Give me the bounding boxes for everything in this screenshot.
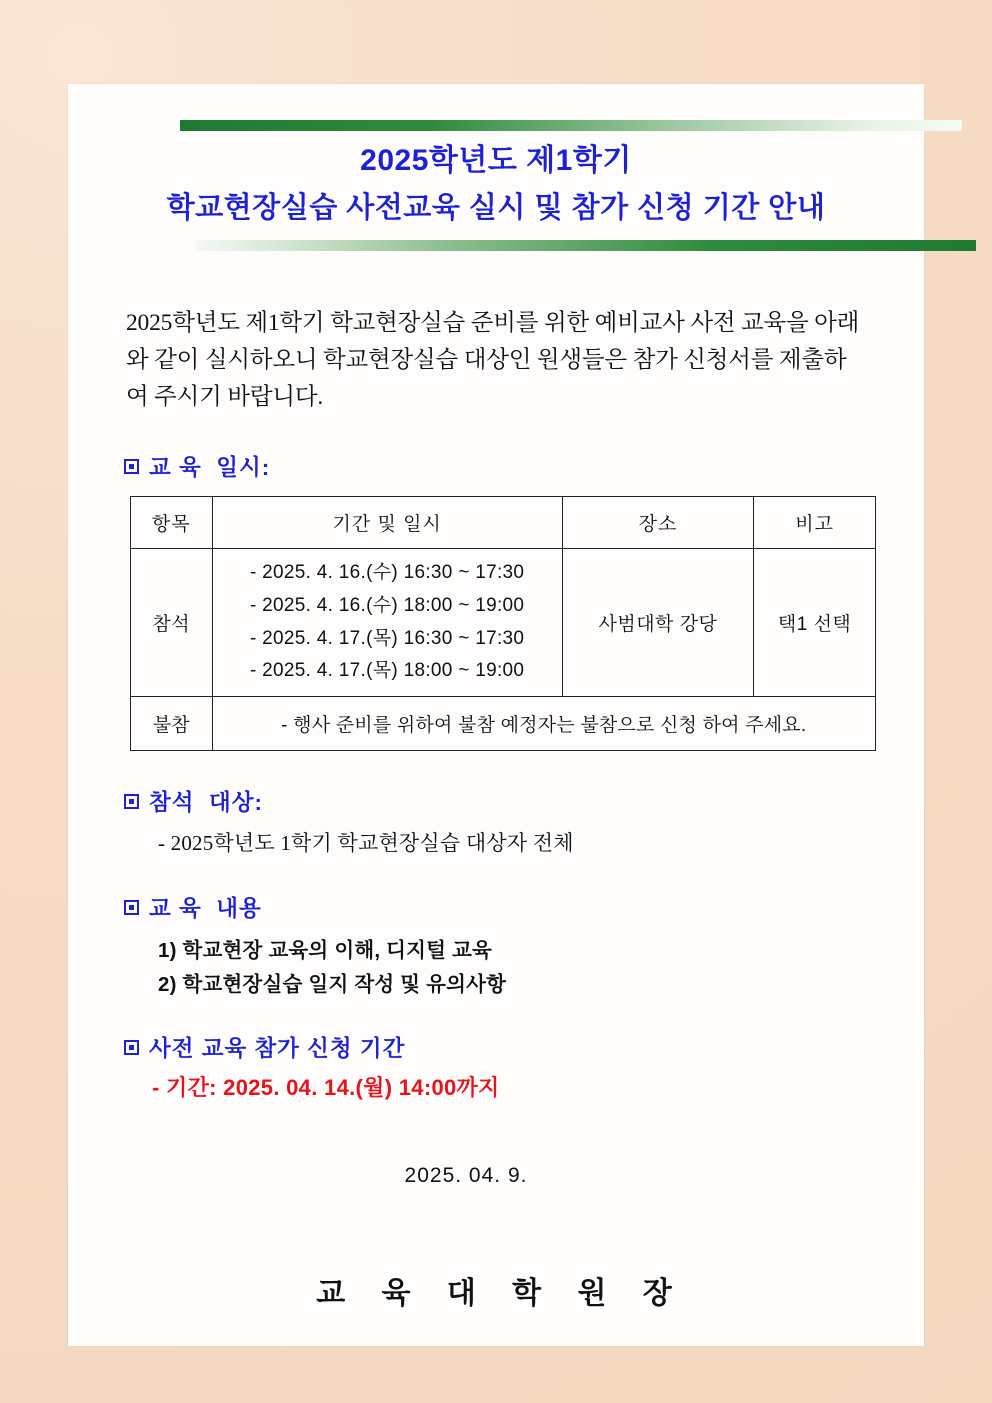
cell-place: 사범대학 강당 (562, 549, 753, 697)
application-deadline: - 기간: 2025. 04. 14.(월) 14:00까지 (152, 1075, 500, 1101)
table-row (131, 697, 876, 751)
document-page (68, 84, 924, 1346)
table-row (131, 549, 876, 697)
decorative-rule-top (180, 120, 962, 131)
title-line-2: 학교현장실습 사전교육 실시 및 참가 신청 기간 안내 (166, 191, 826, 224)
table-header-note: 비고 (754, 497, 876, 549)
table-header-item: 항목 (131, 497, 213, 549)
section-application (124, 1031, 868, 1102)
decorative-rule-bottom (196, 240, 976, 251)
section-heading-contents (124, 891, 868, 923)
cell-absent-note: - 행사 준비를 위하여 불참 예정자는 불참으로 신청 하여 주세요. (212, 697, 876, 751)
title-line-1: 2025학년도 제1학기 (360, 144, 632, 177)
section-target (124, 785, 868, 857)
target-line-1: - 2025학년도 1학기 학교현장실습 대상자 전체 (158, 831, 574, 856)
title-block (124, 120, 868, 251)
cell-periods (212, 549, 562, 697)
document-title (124, 131, 868, 232)
period-line-1: - 2025. 4. 16.(수) 16:30 ~ 17:30 (249, 562, 525, 584)
table-header-place: 장소 (562, 497, 753, 549)
schedule-table (130, 496, 876, 751)
section-label: 사전 교육 참가 신청 기간 (149, 1036, 406, 1062)
section-contents (124, 891, 868, 997)
table-header-period: 기간 및 일시 (212, 497, 562, 549)
signer-title: 교 육 대 학 원 장 (316, 1277, 686, 1311)
section-label: 교 육 일시: (149, 455, 271, 481)
cell-item-attend: 참석 (131, 549, 213, 697)
intro-paragraph: 2025학년도 제1학기 학교현장실습 준비를 위한 예비교사 사전 교육을 아래와 같이 실시하오니 학교현장실습 대상인 원생들은 참가 신청서를 제출하여 주시기 바랍니다. (126, 310, 860, 411)
period-line-4: - 2025. 4. 17.(목) 18:00 ~ 19:00 (249, 660, 525, 682)
table-header-row (131, 497, 876, 549)
section-schedule (124, 450, 868, 751)
section-heading-target (124, 785, 868, 817)
square-bullet-icon (124, 459, 139, 474)
cell-note: 택1 선택 (754, 549, 876, 697)
section-label: 교 육 내용 (149, 896, 262, 922)
contents-line-2: 2) 학교현장실습 일지 작성 및 유의사항 (158, 973, 507, 997)
square-bullet-icon (124, 1040, 139, 1055)
square-bullet-icon (124, 900, 139, 915)
section-heading-application (124, 1031, 868, 1063)
section-label: 참석 대상: (149, 790, 263, 816)
section-heading-schedule (124, 450, 868, 482)
contents-line-1: 1) 학교현장 교육의 이해, 디지털 교육 (158, 939, 493, 963)
issue-date: 2025. 04. 9. (404, 1164, 528, 1188)
period-line-2: - 2025. 4. 16.(수) 18:00 ~ 19:00 (249, 595, 525, 617)
period-line-3: - 2025. 4. 17.(목) 16:30 ~ 17:30 (249, 627, 525, 649)
cell-item-absent: 불참 (131, 697, 213, 751)
square-bullet-icon (124, 794, 139, 809)
